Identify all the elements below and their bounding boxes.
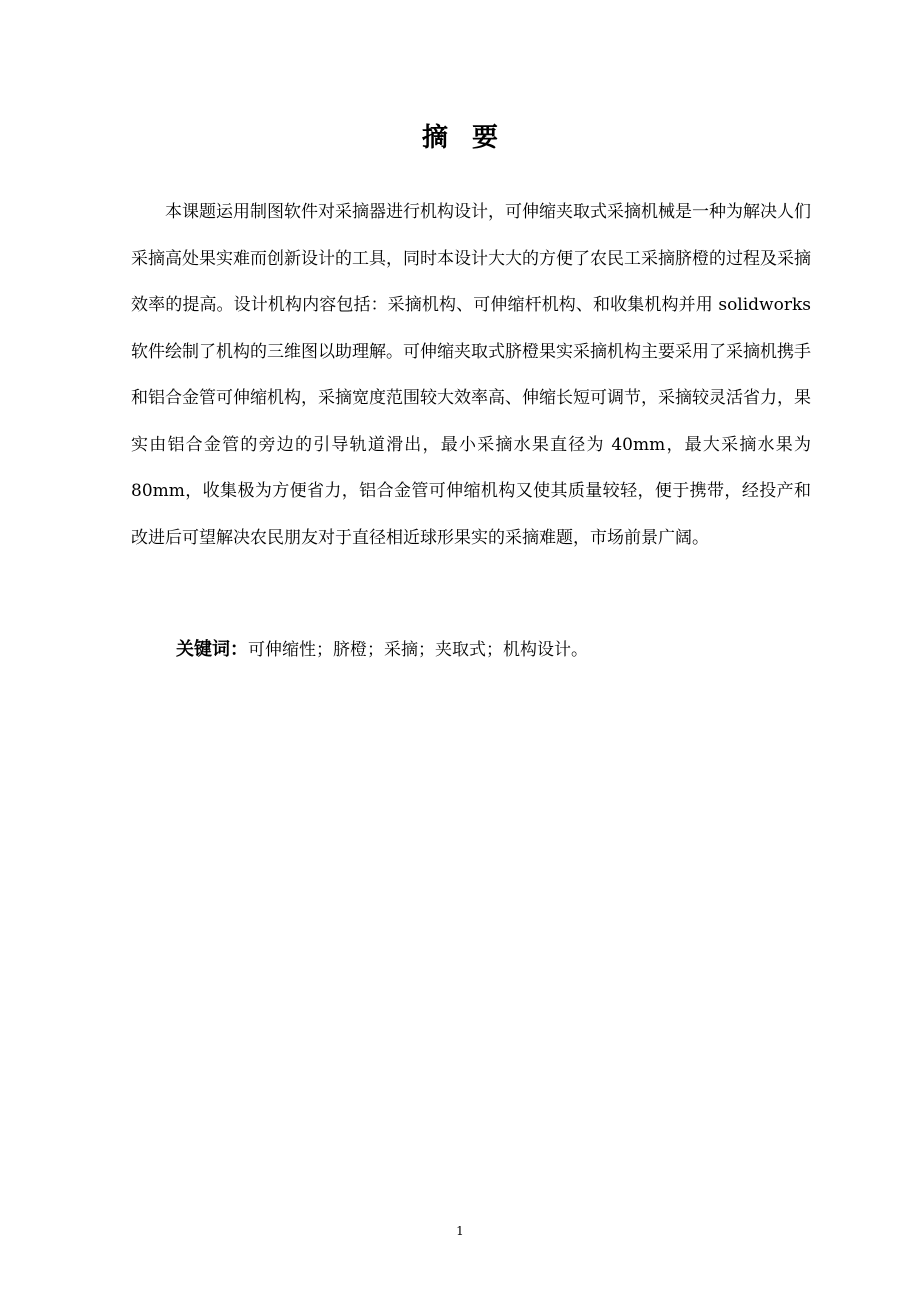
keywords-text: 可伸缩性；脐橙；采摘；夹取式；机构设计。 — [248, 640, 588, 660]
page-number: 1 — [456, 1224, 464, 1238]
keywords-line — [131, 632, 811, 668]
page-title: 摘要 — [421, 123, 522, 153]
keywords-label: 关键词： — [176, 639, 248, 660]
abstract-paragraph: 本课题运用制图软件对采摘器进行机构设计，可伸缩夹取式采摘机械是一种为解决人们采摘高处果实难而创新设计的工具，同时本设计大大的方便了农民工采摘脐橙的过程及采摘效率的提高。设计机构内容包括：采摘机构、可伸缩杆机构、和收集机构并用 solidworks 软件绘制了机构的三维图以助理解。可伸缩夹取式脐橙果实采摘机构主要采用了采摘机携手和铝合金管可伸缩机构，采摘宽度范围较大效率高、伸缩长短可调节，采摘较灵活省力，果实由铝合金管的旁边的引导轨道滑出，最小采摘水果直径为 40mm，最大采摘水果为 80mm，收集极为方便省力，铝合金管可伸缩机构又使其质量较轻，便于携带，经投产和改进后可望解决农民朋友对于直径相近球形果实的采摘难题，市场前景广阔。 — [131, 202, 811, 548]
